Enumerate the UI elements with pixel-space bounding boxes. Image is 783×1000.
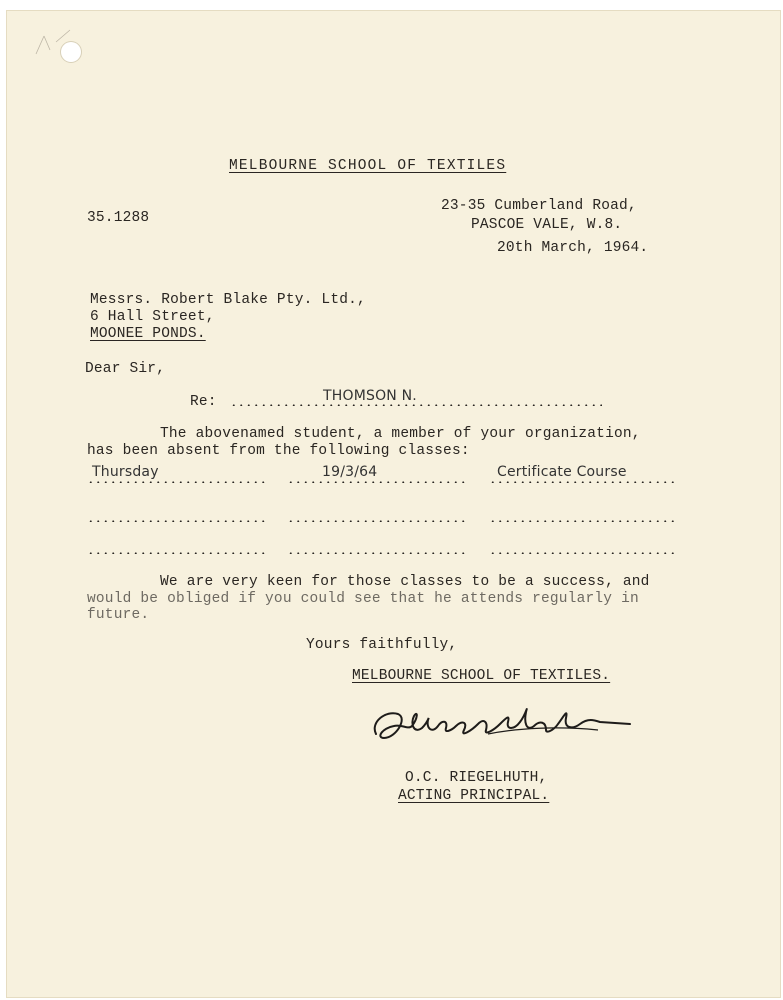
paragraph2-line-2: would be obliged if you could see that he attends regularly in	[87, 591, 639, 607]
re-label: Re:	[190, 394, 217, 410]
absence-date: 19/3/64	[322, 464, 378, 480]
absence-day: Thursday	[92, 464, 159, 480]
school-heading: MELBOURNE SCHOOL OF TEXTILES	[229, 158, 507, 174]
absence-course-line	[489, 481, 679, 483]
absence-course-line	[489, 520, 679, 522]
closing-organization: MELBOURNE SCHOOL OF TEXTILES.	[352, 668, 611, 684]
signatory-title: ACTING PRINCIPAL.	[398, 788, 550, 804]
student-name: THOMSON N.	[323, 388, 417, 404]
absence-date-line	[287, 520, 465, 522]
signatory-name: O.C. RIEGELHUTH,	[405, 770, 548, 786]
paragraph2-line-1: We are very keen for those classes to be a success, and	[160, 574, 650, 590]
signature-icon	[368, 700, 638, 750]
absence-date-line	[287, 552, 465, 554]
pencil-mark-icon	[34, 28, 74, 58]
absence-day-line	[87, 552, 265, 554]
recipient-line-1: Messrs. Robert Blake Pty. Ltd.,	[90, 292, 366, 308]
absence-day-line	[87, 520, 265, 522]
salutation: Dear Sir,	[85, 361, 166, 377]
absence-course: Certificate Course	[497, 464, 627, 480]
recipient-line-3: MOONEE PONDS.	[90, 326, 206, 342]
address-line-2: PASCOE VALE, W.8.	[471, 217, 623, 233]
recipient-line-2: 6 Hall Street,	[90, 309, 215, 325]
absence-course-line	[489, 552, 679, 554]
paragraph2-line-3: future.	[87, 607, 150, 623]
closing: Yours faithfully,	[306, 637, 458, 653]
letter-date: 20th March, 1964.	[497, 240, 649, 256]
absence-date-line	[287, 481, 465, 483]
paragraph1-line-1: The abovenamed student, a member of your organization,	[160, 426, 641, 442]
paragraph1-line-2: has been absent from the following classes:	[87, 443, 470, 459]
absence-day-line	[87, 481, 265, 483]
reference-number: 35.1288	[87, 210, 150, 226]
address-line-1: 23-35 Cumberland Road,	[441, 198, 637, 214]
